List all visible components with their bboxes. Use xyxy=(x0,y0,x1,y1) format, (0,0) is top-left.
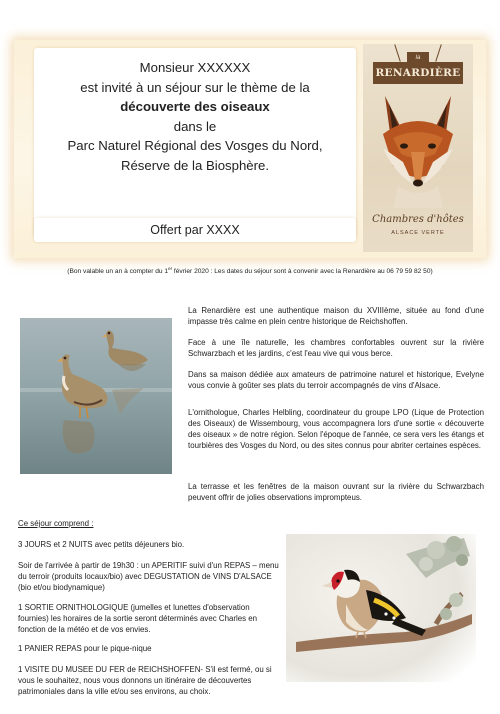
logo-name: RENARDIÈRE xyxy=(373,62,463,84)
reserve-name: Réserve de la Biosphère. xyxy=(120,157,270,173)
park-name: Parc Naturel Régional des Vosges du Nord, xyxy=(67,138,323,153)
description-paragraph: L'ornithologue, Charles Helbling, coordinateur du groupe LPO (Lique de Protection des Oiseaux) de Wissembourg, vous accompagnera lors d'une sortie « découverte des oiseaux » de notre région. Selon l'époque de l'année, ce sera vers les étangs et tourbières des Vosges du Nord, ou des sites connus pour abriter certaines espèces. xyxy=(188,408,484,450)
description-paragraph: Face à une île naturelle, les chambres confortables ouvrent sur la rivière Schwarzbach et les jardins, c'est l'eau vive qui vous berce. xyxy=(188,338,484,358)
programme-item: 1 VISITE DU MUSEE DU FER de REICHSHOFFEN- S'il est fermé, ou si vous le souhaitez, nous vous donnons un itinéraire de découvertes patrimoniales dans la ville et/ou ses environs, au choix. xyxy=(18,665,272,696)
programme-item: 1 PANIER REPAS pour le pique-nique xyxy=(18,644,152,653)
description-paragraph: Dans sa maison dédiée aux amateurs de patrimoine naturel et historique, Evelyne vous convie à goûter ses plats du terroir accompagnés de vins d'Alsace. xyxy=(188,370,484,390)
programme-item: 1 SORTIE ORNITHOLOGIQUE (jumelles et lunettes d'observation fournies) les horaires de la sortie seront déterminés avec Charles en fonction de la météo et de vos envies. xyxy=(18,603,258,634)
invitation-card xyxy=(14,40,486,258)
invitation-text-box xyxy=(34,48,356,238)
invitation-line: dans le xyxy=(173,118,217,134)
logo-subtitle: ALSACE VERTE xyxy=(391,230,445,236)
description-paragraph: La Renardière est une authentique maison du XVIIIème, située au fond d'une impasse très calme en plein centre historique de Reichshoffen. xyxy=(188,306,484,326)
invitation-line: est invité à un séjour sur le thème de la xyxy=(80,79,310,95)
programme-item: Soir de l'arrivée à partir de 19h30 : un APERITIF suivi d'un REPAS – menu du terroir (produits locaux/bio) avec DEGUSTATION de VINS D'ALSACE (bio et/ou biodynamique) xyxy=(18,561,279,592)
theme-title: découverte des oiseaux xyxy=(120,99,270,114)
fox-illustration xyxy=(363,88,473,208)
logo-script: Chambres d'hôtes xyxy=(372,214,464,225)
offered-by: Offert par XXXX xyxy=(34,218,356,242)
programme-item: 3 JOURS et 2 NUITS avec petits déjeuners bio. xyxy=(18,540,185,549)
goldfinch-photo xyxy=(286,534,476,682)
renardiere-logo xyxy=(363,44,473,252)
geese-photo xyxy=(20,318,172,474)
invitee-name: Monsieur XXXXXX xyxy=(139,60,251,75)
programme-title: Ce séjour comprend : xyxy=(18,519,94,528)
logo-top-text: la xyxy=(407,52,429,64)
description-paragraph: La terrasse et les fenêtres de la maison ouvrant sur la rivière du Schwarzbach peuvent offrir de jolies observations imprompteus. xyxy=(188,482,484,502)
validity-note: (Bon valable un an à compter du 1er février 2020 : Les dates du séjour sont à convenir avec la Renardière au 06 79 59 82 50) xyxy=(67,266,433,276)
